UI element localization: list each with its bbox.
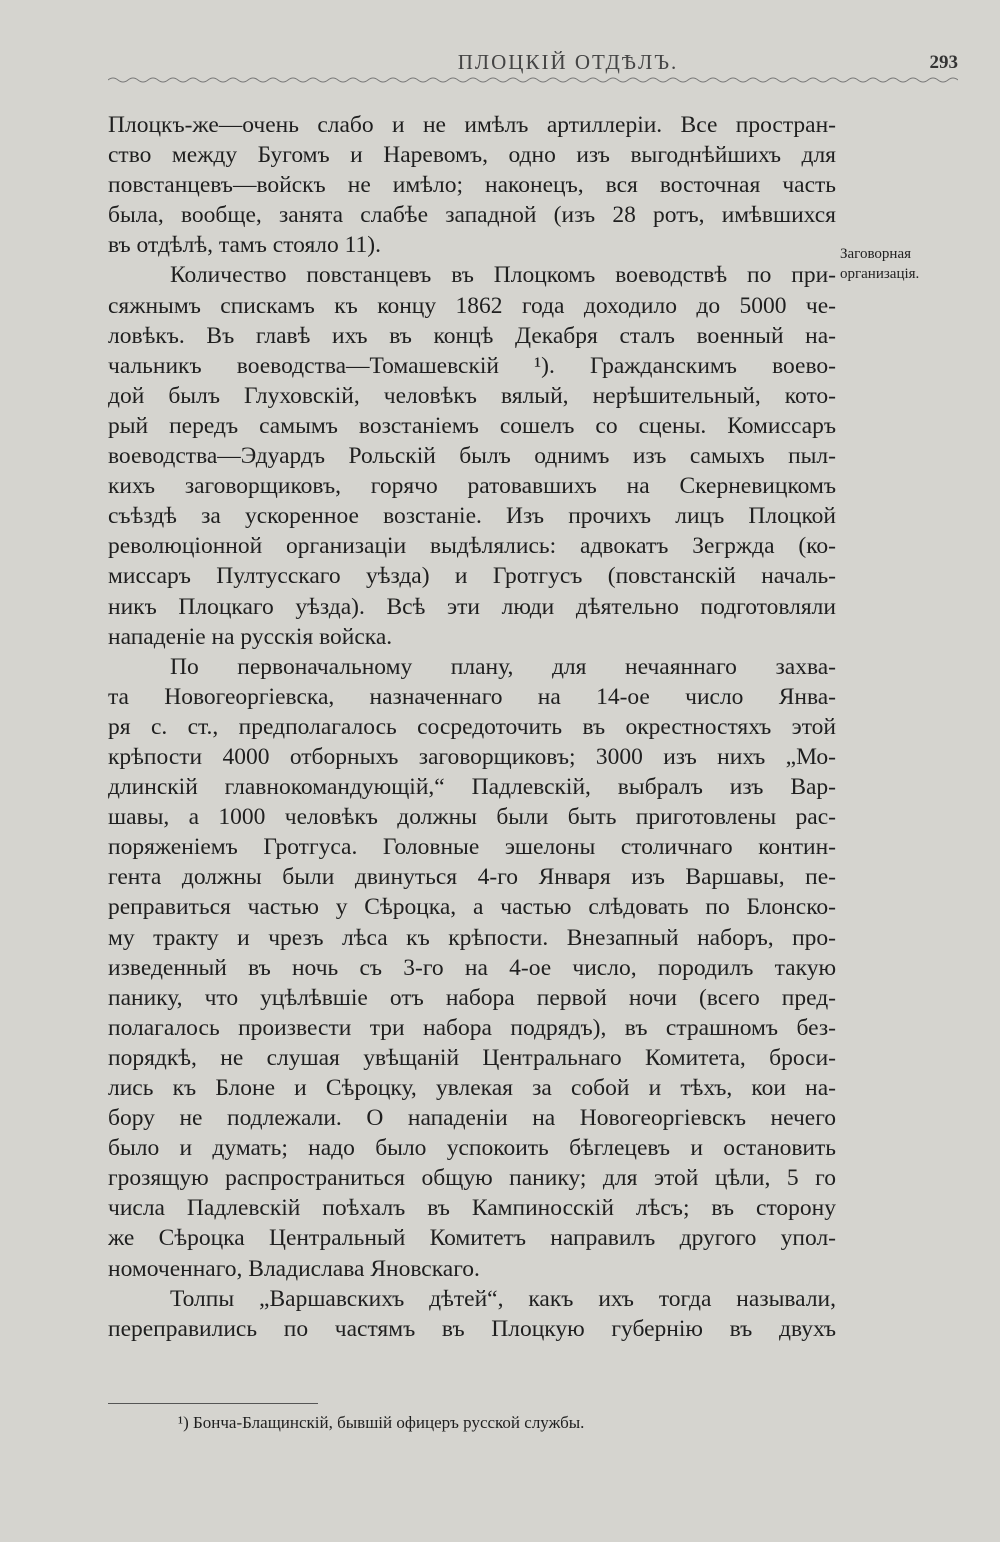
text-line: крѣпости 4000 отборныхъ заговорщиковъ; 3000 изъ нихъ „Мо- [108,743,836,770]
footnote-marker: ¹) [178,1413,189,1432]
text-line: воеводства—Эдуардъ Рольскій былъ однимъ изъ самыхъ пыл- [108,443,836,470]
text-line: дой былъ Глуховскій, человѣкъ вялый, нерѣшительный, кото- [108,382,836,409]
text-line: гента должны были двинуться 4-го Января изъ Варшавы, пе- [108,864,836,891]
margin-note-line: Заговорная [840,246,912,262]
text-line: ство между Бугомъ и Наревомъ, одно изъ выгоднѣйшихъ для [108,142,836,169]
text-line: длинскій главнокомандующій,“ Падлевскій, выбралъ изъ Вар- [108,774,836,801]
text-line: въ отдѣлѣ, тамъ стояло 11). [108,232,381,259]
text-line: лись къ Блоне и Сѣроцку, увлекая за собой и тѣхъ, кои на- [108,1075,836,1101]
text-line: бору не подлежали. О нападеніи на Новогеоргіевскъ нечего [108,1105,836,1132]
text-line: По первоначальному плану, для нечаяннаго захва- [170,653,836,680]
main-text [108,110,836,1344]
margin-note-line: организація. [840,266,920,282]
text-line: рый передъ самымъ возстаніемъ сошелъ со сцены. Комиссаръ [108,412,836,439]
text-line: числа Падлевскій поѣхалъ въ Кампиносскій лѣсъ; въ сторону [108,1195,836,1222]
text-line: реправиться частью у Сѣроцка, а частью слѣдовать по Блонско- [108,894,836,921]
text-line: та Новогеоргіевска, назначеннаго на 14-ое число Янва- [108,683,836,710]
text-line: грозящую распространиться общую панику; для этой цѣли, 5 го [108,1165,836,1192]
text-line: Количество повстанцевъ въ Плоцкомъ воеводствѣ по при- [170,262,836,289]
running-head [108,50,958,90]
text-line: поряженіемъ Гротгуса. Головные эшелоны столичнаго контин- [108,834,836,861]
text-line: ловѣкъ. Въ главѣ ихъ въ концѣ Декабря сталъ военный на- [108,322,836,349]
text-line: Плоцкъ-же—очень слабо и не имѣлъ артиллеріи. Все простран- [108,112,836,138]
text-line: никъ Плоцкаго уѣзда). Всѣ эти люди дѣятельно подготовляли [108,593,836,620]
footnote-text: Бонча-Блащинскій, бывшій офицеръ русской службы. [193,1413,585,1432]
text-line: революціонной организаціи выдѣлялись: адвокатъ Зегржда (ко- [108,533,836,560]
text-line: му тракту и чрезъ лѣса къ крѣпости. Внезапный наборъ, про- [108,924,836,951]
text-line: же Сѣроцка Центральный Комитетъ направилъ другого упол- [108,1225,836,1252]
text-line: изведенный въ ночь съ 3-го на 4-ое число, породилъ такую [108,954,836,981]
text-line: нападеніе на русскія войска. [108,623,393,650]
text-line: миссаръ Пултусскаго уѣзда) и Гротгусъ (повстанскій началь- [108,563,836,590]
page-number: 293 [929,52,958,73]
text-line: номоченнаго, Владислава Яновскаго. [108,1255,480,1282]
text-line: шавы, а 1000 человѣкъ должны были быть приготовлены рас- [108,804,836,831]
text-line: Толпы „Варшавскихъ дѣтей“, какъ ихъ тогда называли, [170,1285,836,1312]
text-line: панику, что уцѣлѣвшіе отъ набора первой ночи (всего пред- [108,984,836,1011]
text-line: чальникъ воеводства—Томашевскій ¹). Гражданскимъ воево- [108,352,836,379]
text-line: было и думать; надо было успокоить бѣглецевъ и остановить [108,1135,836,1162]
text-line: кихъ заговорщиковъ, горячо ратовавшихъ на Скерневицкомъ [108,473,836,500]
text-line: полагалось произвести три набора подрядъ), въ страшномъ без- [108,1014,836,1041]
text-line: была, вообще, занята слабѣе западной (изъ 28 ротъ, имѣвшихся [108,202,836,229]
margin-note [840,244,952,284]
wavy-rule-ornament [108,76,958,84]
text-line: порядкѣ, не слушая увѣщаній Центральнаго Комитета, броси- [108,1044,836,1071]
running-title: ПЛОЦКІЙ ОТДѢЛЪ. [457,50,679,74]
text-line: повстанцевъ—войскъ не имѣло; наконецъ, вся восточная часть [108,172,836,199]
text-line: съѣздѣ за ускоренное возстаніе. Изъ прочихъ лицъ Плоцкой [108,503,836,530]
footnote [178,1412,828,1434]
footnote-divider [108,1403,318,1404]
text-line: сяжнымъ спискамъ къ концу 1862 года доходило до 5000 че- [108,292,836,319]
text-line: ря с. ст., предполагалось сосредоточить въ окрестностяхъ этой [108,713,836,740]
text-line: переправились по частямъ въ Плоцкую губернію въ двухъ [108,1315,836,1342]
